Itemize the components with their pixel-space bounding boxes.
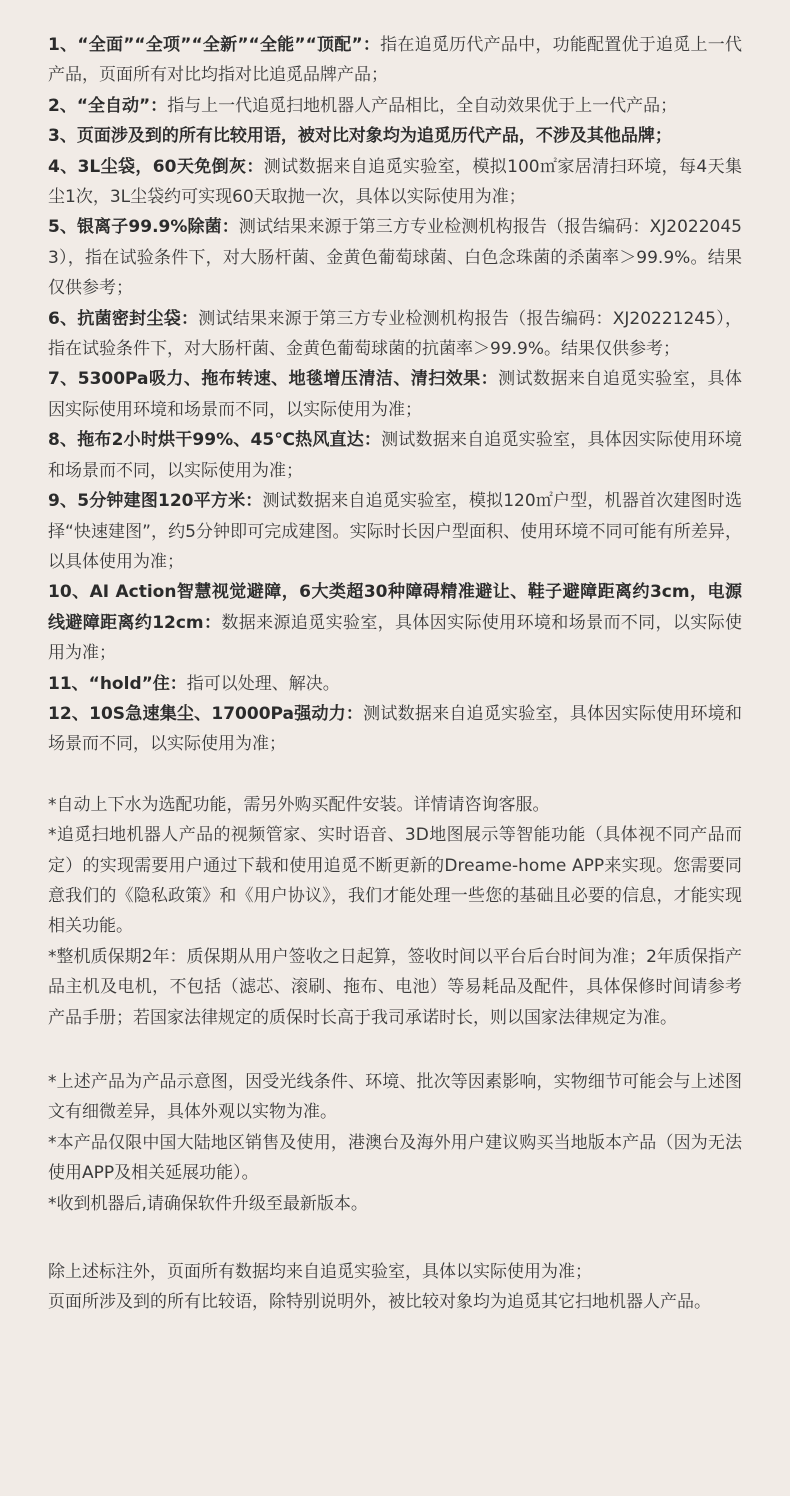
- term-item: [48, 699, 742, 760]
- note-item: *上述产品为产品示意图，因受光线条件、环境、批次等因素影响，实物细节可能会与上述图文有细微差异，具体外观以实物为准。: [48, 1072, 742, 1123]
- term-label: 3、页面涉及到的所有比较用语，被对比对象均为追觅历代产品，不涉及其他品牌；: [48, 126, 672, 147]
- term-label: 7、5300Pa吸力、拖布转速、地毯增压清洁、清扫效果：: [48, 369, 499, 390]
- term-text: 指可以处理、解决。: [186, 673, 340, 694]
- term-text: 指与上一代追觅扫地机器人产品相比，全自动效果优于上一代产品；: [167, 95, 678, 116]
- term-text: 数据来源追觅实验室，具体因实际使用环境和场景而不同，以实际使用为准；: [48, 612, 743, 664]
- term-item: [48, 486, 742, 577]
- term-text: 测试结果来源于第三方专业检测机构报告（报告编码：XJ20221245），指在试验条件下，对大肠杆菌、金黄色葡萄球菌的抗菌率＞99.9%。结果仅供参考；: [48, 308, 742, 360]
- term-label: 2、“全自动”：: [48, 95, 168, 116]
- spacer: [48, 760, 742, 790]
- term-label: 12、10S急速集尘、17000Pa强动力：: [48, 703, 364, 724]
- term-label: 9、5分钟建图120平方米：: [48, 491, 263, 512]
- term-item: [48, 364, 742, 425]
- term-item: [48, 30, 742, 91]
- term-text: 测试数据来自追觅实验室，模拟120㎡户型，机器首次建图时选择“快速建图”，约5分钟即可完成建图。实际时长因户型面积、使用环境不同可能有所差异，以具体使用为准；: [48, 491, 742, 572]
- note-item: 页面所涉及到的所有比较语，除特别说明外，被比较对象均为追觅其它扫地机器人产品。: [48, 1292, 711, 1313]
- term-text: 测试数据来自追觅实验室，模拟100㎡家居清扫环境，每4天集尘1次，3L尘袋约可实现60天取抛一次，具体以实际使用为准；: [48, 156, 743, 208]
- term-label: 6、抗菌密封尘袋：: [48, 308, 199, 329]
- terms-section: [48, 30, 742, 760]
- term-label: 10、AI Action智慧视觉避障，6大类超30种障碍精准避让、鞋子避障距离约3cm，电源线避障距离约12cm：: [48, 582, 742, 633]
- note-item: *本产品仅限中国大陆地区销售及使用，港澳台及海外用户建议购买当地版本产品（因为无法使用APP及相关延展功能）。: [48, 1132, 742, 1184]
- note-item: 除上述标注外，页面所有数据均来自追觅实验室，具体以实际使用为准；: [48, 1262, 592, 1283]
- term-text: 指在追觅历代产品中，功能配置优于追觅上一代产品，页面所有对比均指对比追觅品牌产品；: [48, 35, 742, 86]
- term-item: [48, 577, 742, 668]
- term-text: 测试结果来源于第三方专业检测机构报告（报告编码：XJ20220453），指在试验条件下，对大肠杆菌、金黄色葡萄球菌、白色念珠菌的杀菌率＞99.9%。结果仅供参考；: [48, 217, 743, 299]
- term-item: [48, 425, 742, 486]
- note-item: *整机质保期2年：质保期从用户签收之日起算，签收时间以平台后台时间为准；2年质保指产品主机及电机，不包括（滤芯、滚刷、拖布、电池）等易耗品及配件，具体保修时间请参考产品手册；若国家法律规定的质保时长高于我司承诺时长，则以国家法律规定为准。: [48, 946, 742, 1028]
- term-label: 5、银离子99.9%除菌：: [48, 217, 239, 238]
- note-item: *收到机器后,请确保软件升级至最新版本。: [48, 1193, 368, 1214]
- term-text: 测试数据来自追觅实验室，具体因实际使用环境和场景而不同，以实际使用为准；: [48, 703, 742, 755]
- term-text: 测试数据来自追觅实验室，具体因实际使用环境和场景而不同，以实际使用为准；: [48, 430, 743, 481]
- spacer: [48, 1219, 742, 1257]
- notes-section-a: [48, 790, 742, 1033]
- spacer: [48, 1033, 742, 1067]
- notes-section-b: [48, 1067, 742, 1219]
- term-item: [48, 304, 742, 365]
- term-item: [48, 669, 742, 699]
- term-text: 测试数据来自追觅实验室，具体因实际使用环境和场景而不同，以实际使用为准；: [48, 369, 743, 420]
- term-label: 4、3L尘袋，60天免倒灰：: [48, 156, 264, 177]
- note-item: *追觅扫地机器人产品的视频管家、实时语音、3D地图展示等智能功能（具体视不同产品而定）的实现需要用户通过下载和使用追觅不断更新的Dreame-home APP来实现。您需要同意我们的《隐私政策》和《用户协议》，我们才能处理一些您的基础且必要的信息，才能实现相关功能。: [48, 825, 742, 937]
- term-item: [48, 91, 742, 121]
- note-item: *自动上下水为选配功能，需另外购买配件安装。详情请咨询客服。: [48, 794, 550, 815]
- notes-section-c: [48, 1257, 742, 1318]
- term-label: 11、“hold”住：: [48, 673, 187, 694]
- term-item: [48, 121, 742, 151]
- term-label: 1、“全面”“全项”“全新”“全能”“顶配”：: [48, 35, 381, 55]
- term-item: [48, 152, 742, 213]
- term-item: [48, 212, 742, 303]
- term-label: 8、拖布2小时烘干99%、45℃热风直达：: [48, 430, 382, 451]
